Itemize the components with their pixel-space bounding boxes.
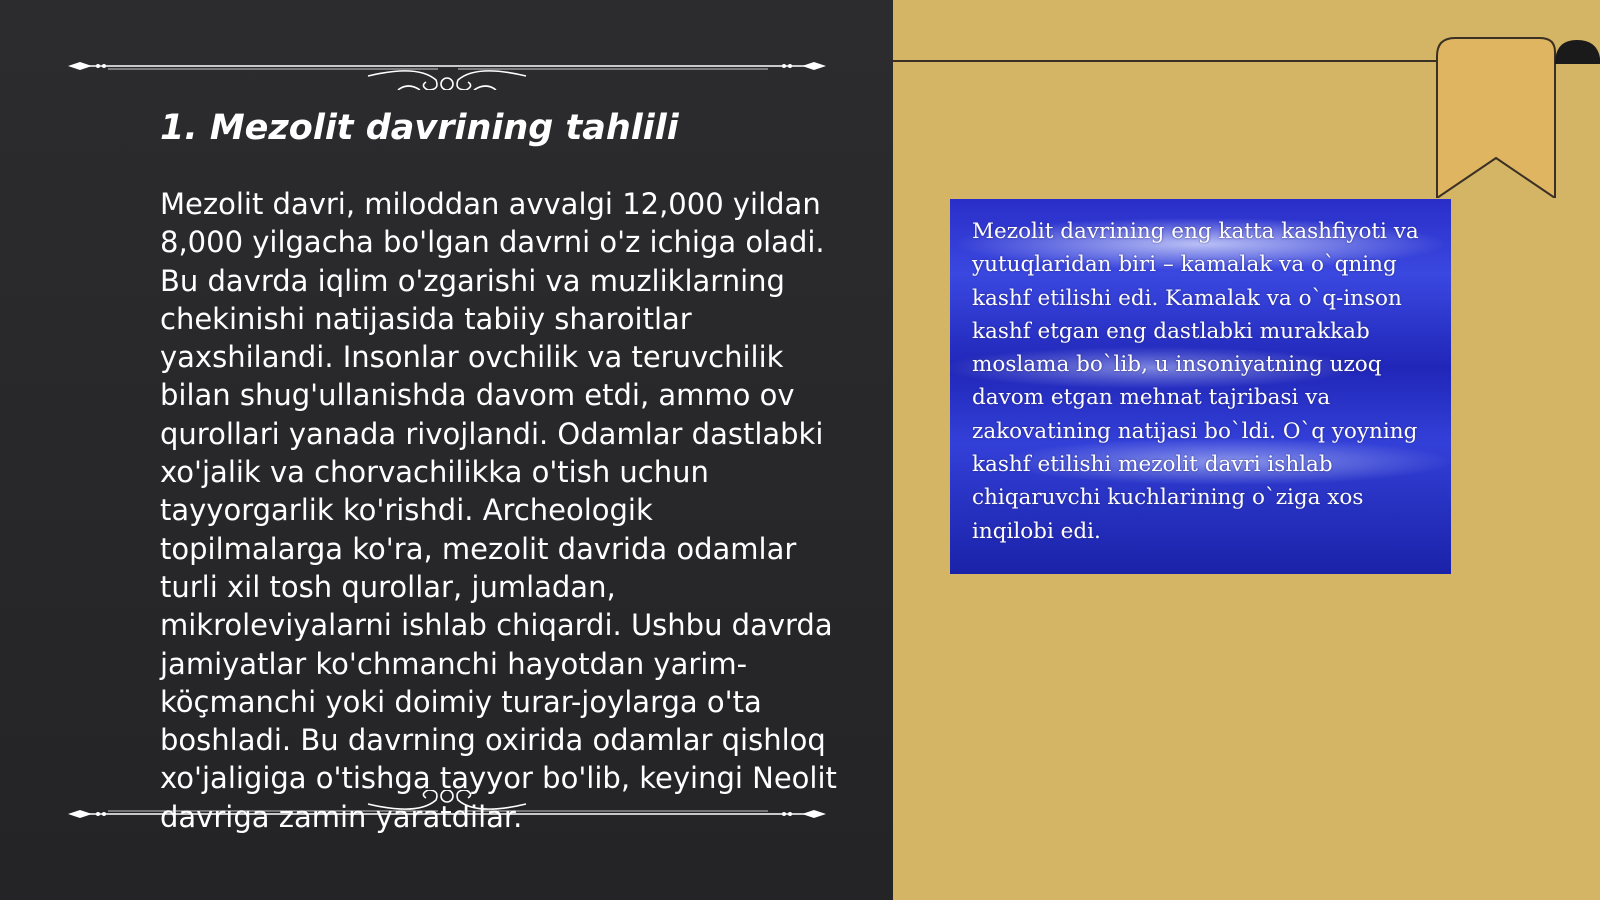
info-image (950, 199, 1451, 574)
top-ornament-divider (68, 40, 826, 90)
bookmark-ribbon-icon (1435, 36, 1600, 198)
bottom-ornament-divider (68, 790, 826, 840)
image-caption-text: Mezolit davrining eng katta kashfiyoti va yutuqlaridan biri – kamalak va o`qning kashf etilishi edi. Kamalak va o`q-inson kashf etgan eng dastlabki murakkab moslama bo`lib, u insoniyatning uzoq davom etgan mehnat tajribasi va zakovatining natijasi bo`ldi. O`q yoyning kashf etilishi mezolit davri ishlab chiqaruvchi kuchlarining o`ziga xos inqilobi edi. (972, 219, 1419, 544)
body-paragraph: Mezolit davri, miloddan avvalgi 12,000 yildan 8,000 yilgacha bo'lgan davrni o'z ichiga oladi. Bu davrda iqlim o'zgarishi va muzliklarning chekinishi natijasida tabiiy sharoitlar yaxshilandi. Insonlar ovchilik va teruvchilik bilan shug'ullanishda davom etdi, ammo ov qurollari yanada rivojlandi. Odamlar dastlabki xo'jalik va chorvachilikka o'tish uchun tayyorgarlik ko'rishdi. Archeologik topilmalarga ko'ra, mezolit davrida odamlar turli xil tosh qurollar, jumladan, mikroleviyalarni ishlab chiqardi. Ushbu davrda jamiyatlar ko'chmanchi hayotdan yarim-köçmanchi yoki doimiy turar-joylarga o'ta boshladi. Bu davrning oxirida odamlar qishloq xo'jaligiga o'tishga tayyor bo'lib, keyingi Neolit davriga zamin yaratdilar. (160, 187, 837, 834)
slide-title: 1. Mezolit davrining tahlili (160, 108, 679, 148)
